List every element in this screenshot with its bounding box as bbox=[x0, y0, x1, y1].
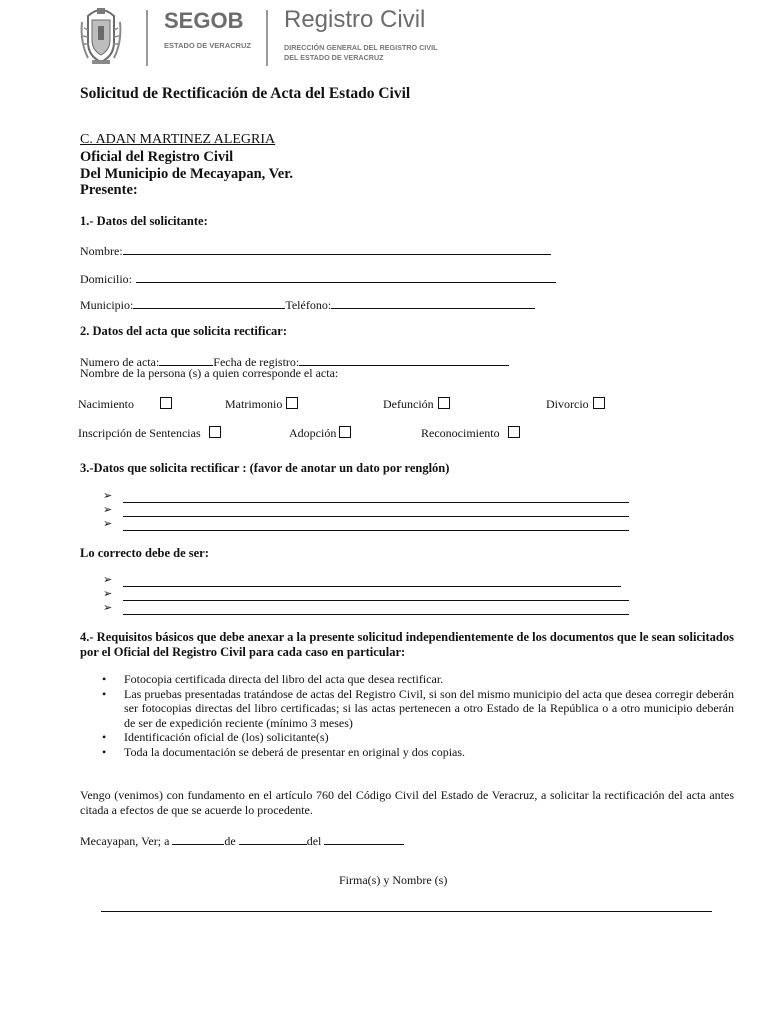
checkbox[interactable] bbox=[209, 426, 221, 438]
domicilio-row bbox=[80, 270, 556, 287]
date-year-field[interactable] bbox=[324, 832, 404, 845]
option-defuncion[interactable] bbox=[383, 397, 450, 412]
option-reconocimiento[interactable] bbox=[421, 426, 520, 441]
arrow-bullet-icon: ➢ bbox=[103, 490, 113, 502]
closing-paragraph: Vengo (venimos) con fundamento en el artículo 760 del Código Civil del Estado de Veracruz, a solicitar la rectificación del acta antes citada a efectos de que se acuerde lo procedente. bbox=[80, 788, 734, 817]
document-title: Solicitud de Rectificación de Acta del Estado Civil bbox=[80, 85, 411, 102]
date-de-label: de bbox=[224, 834, 236, 848]
checkbox[interactable] bbox=[508, 426, 520, 438]
option-matrimonio[interactable] bbox=[225, 397, 298, 412]
addressee-name: C. ADAN MARTINEZ ALEGRIA bbox=[80, 132, 276, 147]
list-item: • Las pruebas presentadas tratándose de actas del Registro Civil, si son del mismo municipio del acta que desea corregir deberán ser fotocopias directas del libro certificadas; si las actas pertenecen a otro Estado de la República o a otro municipio deberán de ser de expedición reciente (mínimo 3 meses) bbox=[102, 687, 734, 731]
segob-subtitle: ESTADO DE VERACRUZ bbox=[164, 41, 251, 50]
list-item: • Identificación oficial de (los) solicitante(s) bbox=[102, 730, 734, 745]
option-divorcio[interactable] bbox=[546, 397, 605, 412]
nombre-field[interactable] bbox=[123, 242, 551, 255]
section-1-heading: 1.- Datos del solicitante: bbox=[80, 214, 208, 228]
list-item: • Fotocopia certificada directa del libro del acta que desea rectificar. bbox=[102, 672, 734, 687]
requirements-list bbox=[102, 672, 734, 759]
municipio-label: Municipio: bbox=[80, 298, 134, 312]
checkbox[interactable] bbox=[286, 397, 298, 409]
option-label: Defunción bbox=[383, 397, 434, 411]
addressee-line-2: Del Municipio de Mecayapan, Ver. bbox=[80, 166, 293, 182]
option-nacimiento[interactable] bbox=[78, 397, 172, 412]
list-item: • Toda la documentación se deberá de presentar en original y dos copias. bbox=[102, 745, 734, 760]
option-label: Divorcio bbox=[546, 397, 589, 411]
date-row bbox=[80, 832, 404, 849]
section-2-heading: 2. Datos del acta que solicita rectificar: bbox=[80, 324, 288, 338]
fecha-registro-field[interactable] bbox=[299, 353, 509, 366]
header-divider bbox=[266, 10, 268, 66]
fecha-registro-label: Fecha de registro: bbox=[213, 355, 300, 369]
segob-logo-text: SEGOB bbox=[164, 8, 244, 33]
domicilio-field[interactable] bbox=[136, 270, 556, 283]
registro-civil-subtitle-2: DEL ESTADO DE VERACRUZ bbox=[284, 53, 384, 62]
option-label: Matrimonio bbox=[225, 397, 283, 411]
option-label: Adopción bbox=[289, 426, 337, 440]
rectify-field-3[interactable] bbox=[123, 530, 629, 531]
domicilio-label: Domicilio: bbox=[80, 272, 132, 286]
option-label: Nacimiento bbox=[78, 397, 134, 411]
option-inscripcion-sentencias[interactable] bbox=[78, 426, 221, 441]
numero-acta-label: Numero de acta: bbox=[80, 355, 160, 369]
checkbox[interactable] bbox=[593, 397, 605, 409]
nombre-label: Nombre: bbox=[80, 244, 123, 258]
date-prefix: Mecayapan, Ver; a bbox=[80, 834, 170, 848]
date-day-field[interactable] bbox=[172, 832, 224, 845]
checkbox[interactable] bbox=[160, 397, 172, 409]
section-4-heading: 4.- Requisitos básicos que debe anexar a la presente solicitud independientemente de los documentos que le sean solicitados por el Oficial del Registro Civil para cada caso en particular: bbox=[80, 630, 734, 659]
arrow-bullet-icon: ➢ bbox=[103, 588, 113, 600]
correct-field-1[interactable] bbox=[123, 586, 621, 587]
nombre-row bbox=[80, 242, 551, 259]
section-3-heading: 3.-Datos que solicita rectificar : (favor de anotar un dato por renglón) bbox=[80, 461, 450, 475]
correct-field-2[interactable] bbox=[123, 600, 629, 601]
header-divider bbox=[146, 10, 148, 66]
checkbox[interactable] bbox=[339, 426, 351, 438]
nombre-persona-label: Nombre de la persona (s) a quien corresponde el acta: bbox=[80, 366, 339, 380]
telefono-field[interactable] bbox=[331, 296, 535, 309]
registro-civil-logo-text: Registro Civil bbox=[284, 6, 426, 33]
date-month-field[interactable] bbox=[239, 832, 307, 845]
option-adopcion[interactable] bbox=[289, 426, 351, 441]
rectify-field-2[interactable] bbox=[123, 516, 629, 517]
header bbox=[78, 2, 438, 68]
option-label: Reconocimiento bbox=[421, 426, 500, 440]
arrow-bullet-icon: ➢ bbox=[103, 574, 113, 586]
signature-label: Firma(s) y Nombre (s) bbox=[339, 873, 448, 887]
rectify-field-1[interactable] bbox=[123, 502, 629, 503]
addressee-line-1: Oficial del Registro Civil bbox=[80, 149, 234, 165]
telefono-label: Teléfono: bbox=[285, 298, 332, 312]
numero-acta-field[interactable] bbox=[159, 353, 213, 366]
arrow-bullet-icon: ➢ bbox=[103, 504, 113, 516]
addressee-line-3: Presente: bbox=[80, 182, 138, 198]
registro-civil-subtitle-1: DIRECCIÓN GENERAL DEL REGISTRO CIVIL bbox=[284, 43, 438, 52]
municipio-field[interactable] bbox=[133, 296, 285, 309]
correct-heading: Lo correcto debe de ser: bbox=[80, 546, 209, 560]
option-label: Inscripción de Sentencias bbox=[78, 426, 201, 440]
arrow-bullet-icon: ➢ bbox=[103, 518, 113, 530]
signature-field[interactable] bbox=[101, 911, 712, 912]
date-del-label: del bbox=[306, 834, 322, 848]
veracruz-coat-of-arms-icon bbox=[78, 2, 124, 68]
municipio-row bbox=[80, 296, 535, 313]
arrow-bullet-icon: ➢ bbox=[103, 602, 113, 614]
correct-field-3[interactable] bbox=[123, 614, 629, 615]
checkbox[interactable] bbox=[438, 397, 450, 409]
